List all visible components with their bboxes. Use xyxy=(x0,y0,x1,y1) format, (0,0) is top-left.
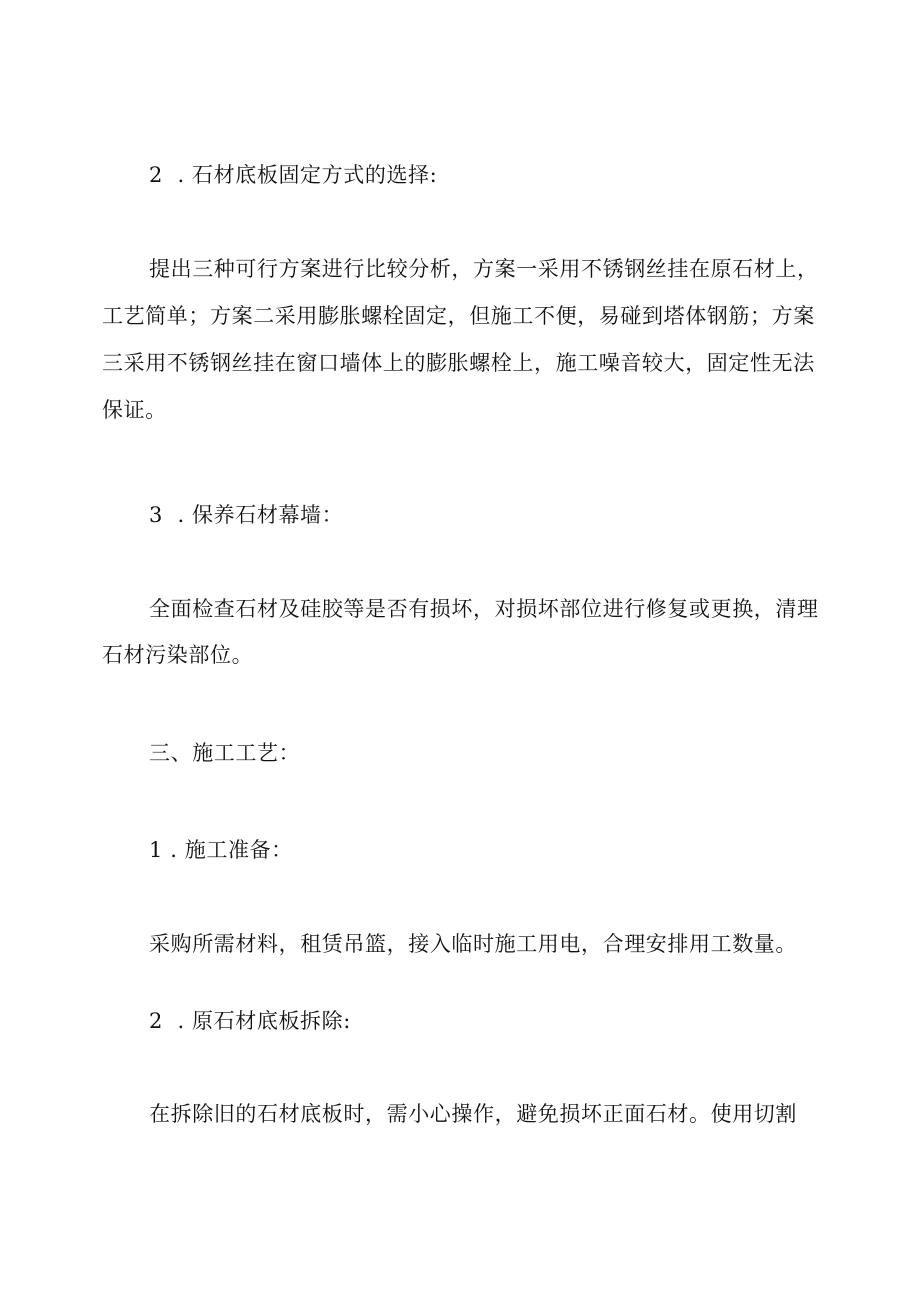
step-1-paragraph: 采购所需材料，租赁吊篮，接入临时施工用电，合理安排用工数量。 xyxy=(149,932,797,956)
step-1-heading: 1 . 施工准备： xyxy=(149,838,293,862)
section-2-heading: 2 . 石材底板固定方式的选择: xyxy=(149,163,438,187)
section-2-paragraph-line-3: 三采用不锈钢丝挂在窗口墙体上的膨胀螺栓上，施工噪音较大，固定性无法 xyxy=(102,351,815,375)
section-3-heading: 3 . 保养石材幕墙： xyxy=(149,503,344,527)
part-3-heading: 三、施工工艺： xyxy=(149,741,301,765)
section-2-paragraph-line-1: 提出三种可行方案进行比较分析，方案一采用不锈钢丝挂在原石材上， xyxy=(149,257,819,281)
section-3-paragraph-line-1: 全面检查石材及硅胶等是否有损坏，对损坏部位进行修复或更换，清理 xyxy=(149,597,819,621)
section-3-paragraph-line-2: 石材污染部位。 xyxy=(102,643,254,667)
step-2-paragraph-line-1: 在拆除旧的石材底板时，需小心操作，避免损坏正面石材。使用切割 xyxy=(149,1102,797,1126)
section-2-paragraph-line-4: 保证。 xyxy=(102,398,167,422)
section-2-paragraph-line-2: 工艺简单；方案二采用膨胀螺栓固定，但施工不便，易碰到塔体钢筋；方案 xyxy=(102,304,815,328)
step-2-heading: 2 . 原石材底板拆除: xyxy=(149,1009,351,1033)
